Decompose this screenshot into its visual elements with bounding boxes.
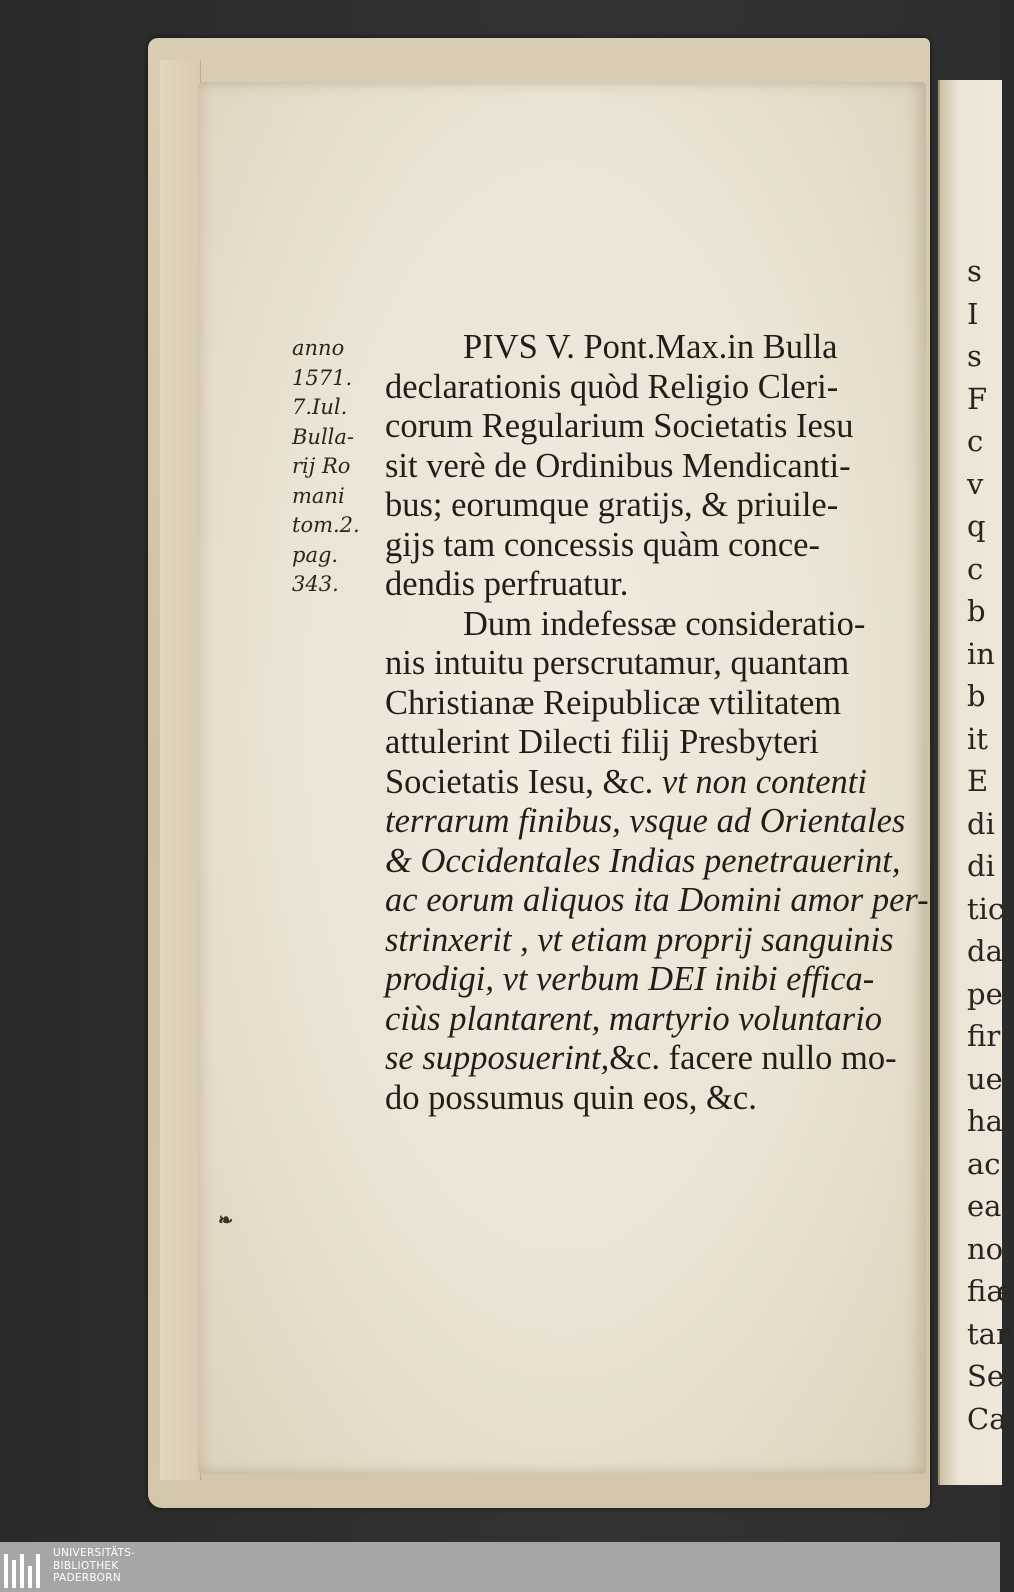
margin-note-line: 7.Iul. <box>292 395 348 419</box>
margin-note-line: 343. <box>292 572 339 596</box>
text-roman-span: Societatis Iesu, &c. <box>385 762 654 801</box>
margin-note <box>292 334 392 600</box>
library-name <box>53 1547 135 1585</box>
text-italic-span: se supposuerint, <box>385 1039 610 1077</box>
ink-mark-icon: ❧ <box>218 1210 234 1231</box>
text-line: ac eorum aliquos ita Domini amor per- <box>385 881 929 919</box>
margin-note-line: rij Ro <box>292 454 351 478</box>
library-name-line: PADERBORN <box>53 1572 121 1584</box>
margin-note-line: 1571. <box>292 365 353 390</box>
page-body-text <box>385 328 929 1118</box>
library-name-line: UNIVERSITÄTS- <box>53 1547 136 1559</box>
text-line: declarationis quòd Religio Cleri- <box>385 367 839 406</box>
margin-note-line: pag. <box>292 542 339 567</box>
text-roman-span: &c. facere nullo mo- <box>609 1039 897 1077</box>
margin-note-line: anno <box>292 336 345 360</box>
text-line: sit verè de Ordinibus Mendicanti- <box>385 446 851 485</box>
text-line: & Occidentales Indias penetrauerint, <box>385 841 901 880</box>
text-line: corum Regularium Societatis Iesu <box>385 407 854 445</box>
text-line: dendis perfruatur. <box>385 565 629 603</box>
text-line: prodigi, vt verbum DEI inibi effica- <box>385 960 875 998</box>
text-italic-span: vt non contenti <box>653 762 867 801</box>
text-line: strinxerit , vt etiam proprij sanguinis <box>385 920 894 959</box>
text-line: ciùs plantarent, martyrio voluntario <box>385 999 883 1038</box>
book-spine-edge <box>160 60 201 1480</box>
facing-page-text-fragment: s I s F c v q c b in b it E di di tic da pe fir ue ha ac ea no fiæ tar Se Ca <box>967 254 1014 1436</box>
text-line: bus; eorumque gratijs, & priuile- <box>385 486 839 524</box>
text-line: do possumus quin eos, &c. <box>385 1078 757 1117</box>
margin-note-line: Bulla- <box>292 424 355 449</box>
library-footer-bar <box>0 1542 1000 1592</box>
text-line <box>385 1039 925 1079</box>
text-line: nis intuitu perscrutamur, quantam <box>385 644 850 682</box>
text-line: gijs tam concessis quàm conce- <box>385 525 820 564</box>
library-name-line: BIBLIOTHEK <box>53 1559 119 1572</box>
text-line: terrarum finibus, vsque ad Orientales <box>385 802 906 840</box>
library-logo-icon <box>4 1548 48 1588</box>
text-line <box>385 763 925 803</box>
text-line: PIVS V. Pont.Max.in Bulla <box>463 328 838 366</box>
text-line: Dum indefessæ consideratio- <box>463 604 866 643</box>
margin-note-line: mani <box>292 483 345 508</box>
text-line: attulerint Dilecti filij Presbyteri <box>385 723 820 761</box>
margin-note-line: tom.2. <box>292 513 360 537</box>
text-line: Christianæ Reipublicæ vtilitatem <box>385 683 842 722</box>
